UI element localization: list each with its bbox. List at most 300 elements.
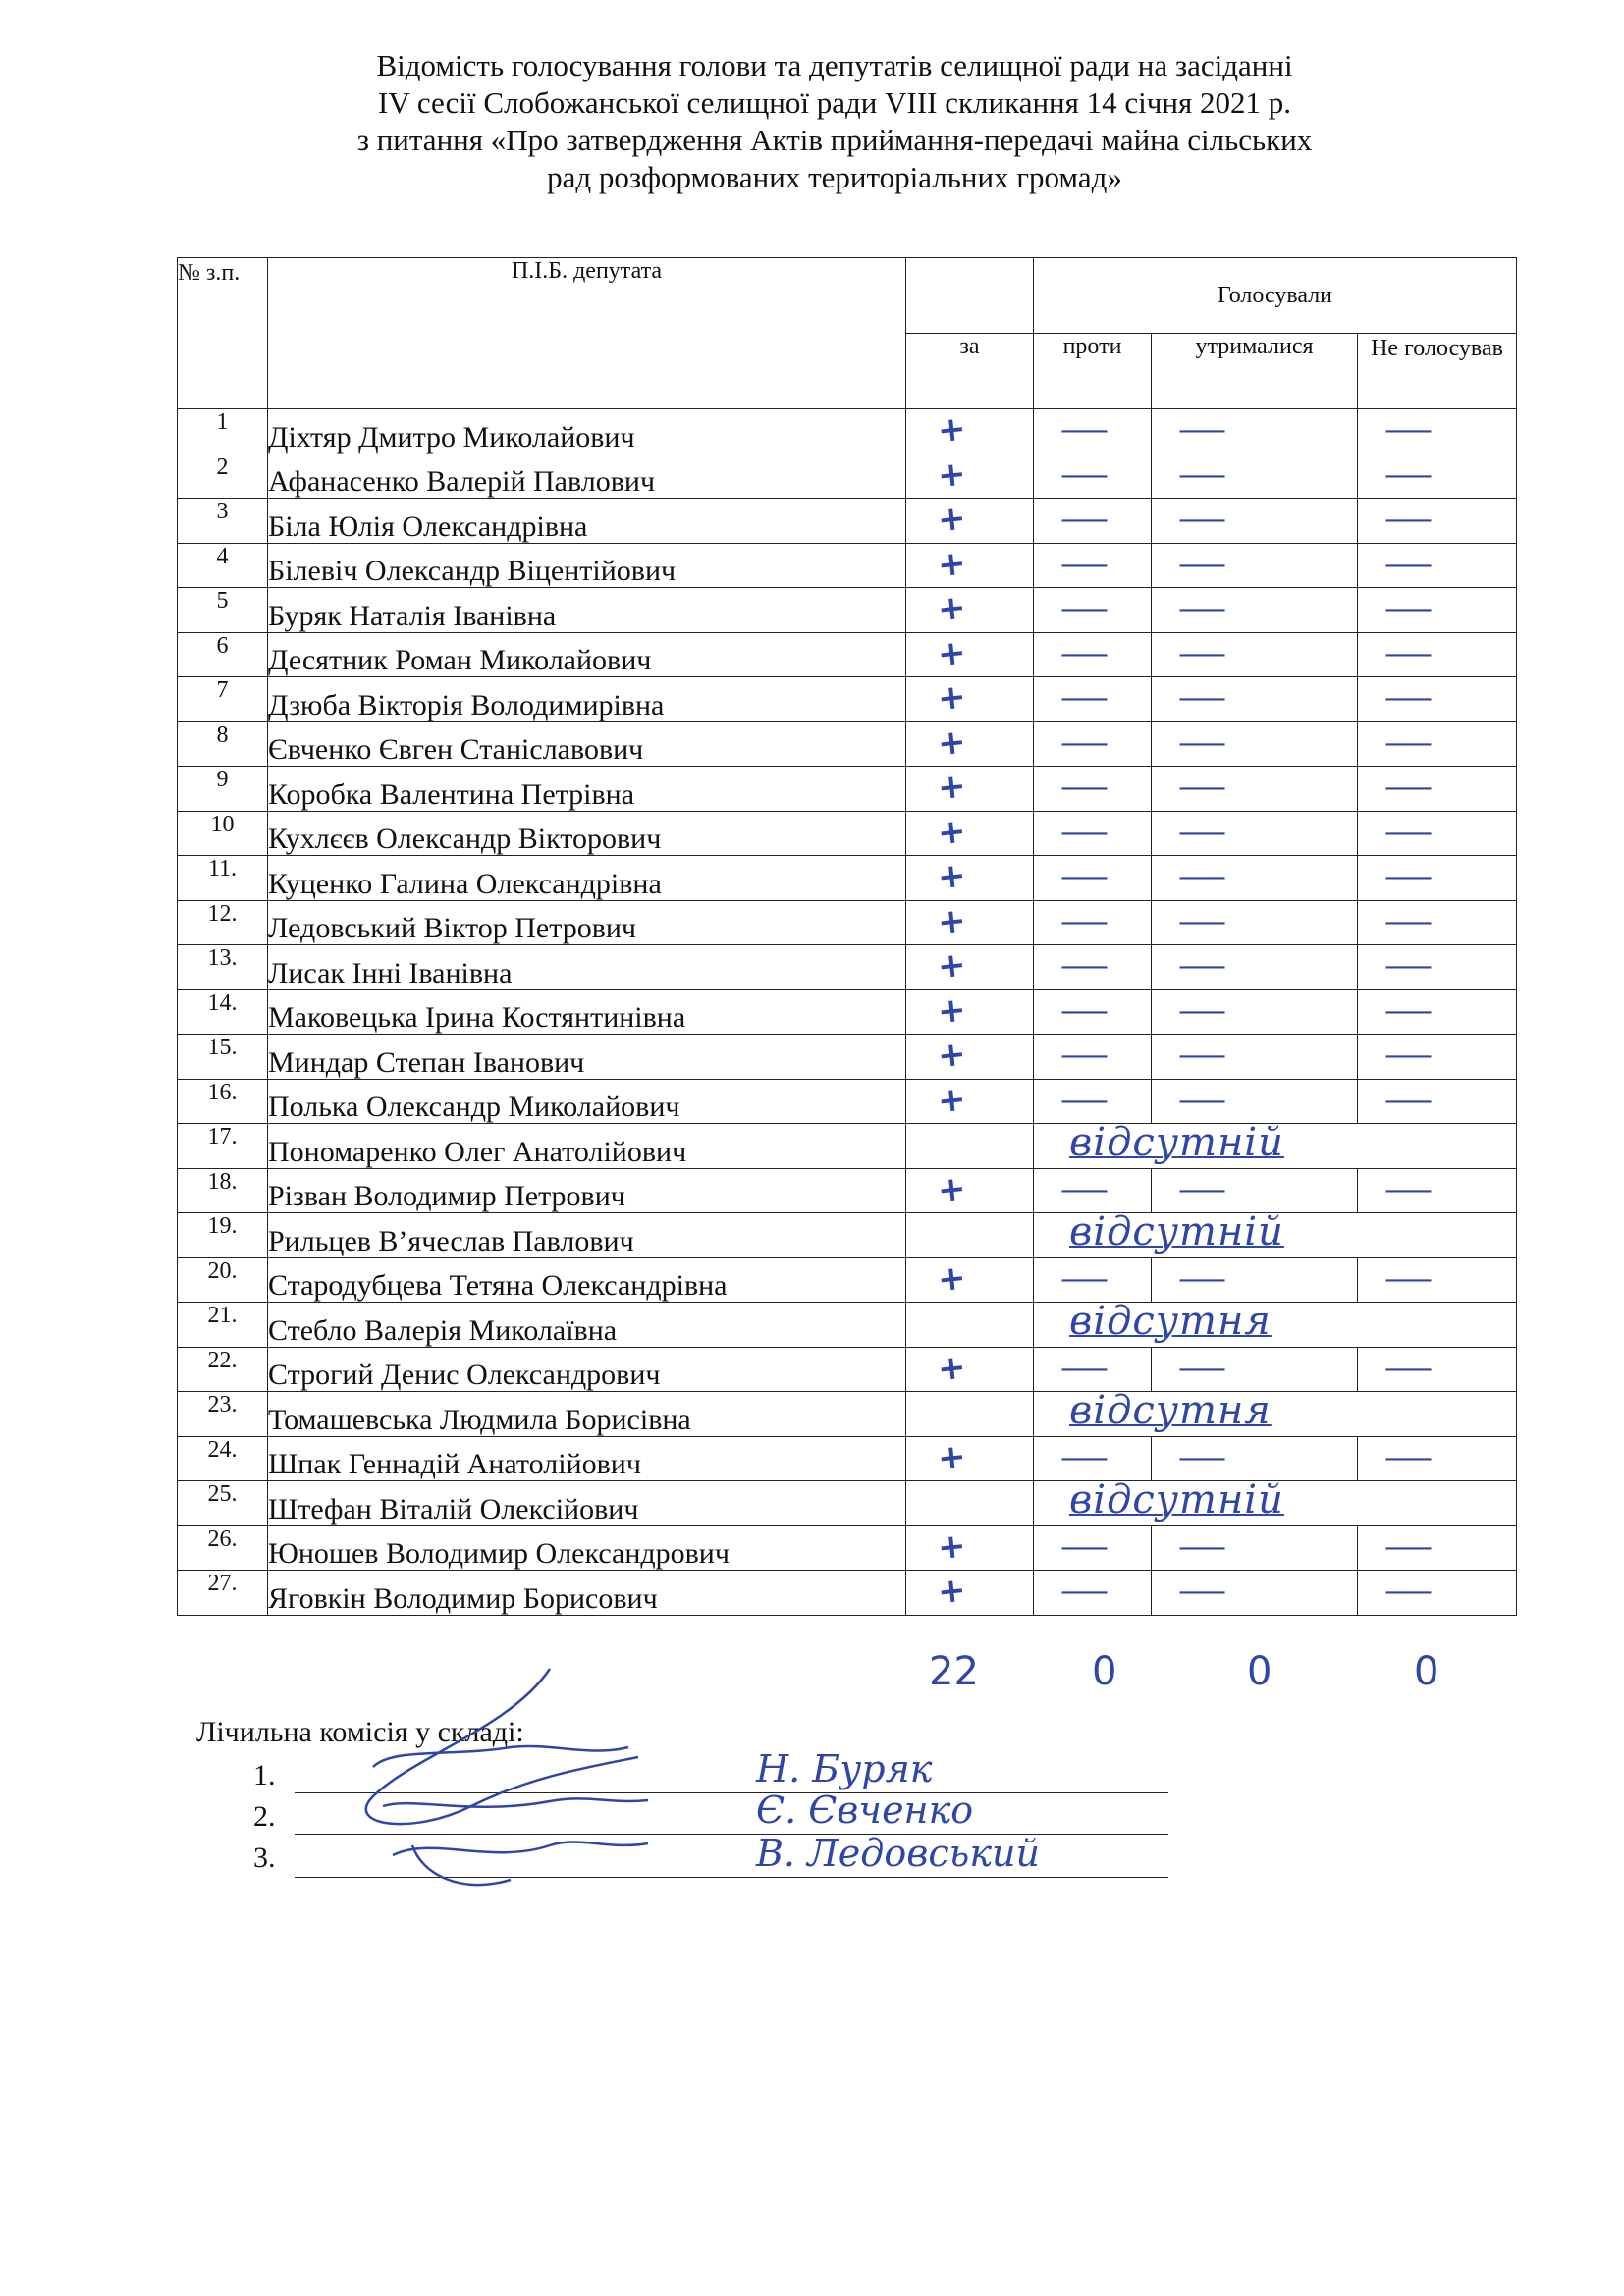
- vote-dash-mark: —: [1059, 725, 1110, 761]
- table-row: [178, 767, 1517, 812]
- vote-not-voted-cell: [1358, 543, 1517, 588]
- table-row: [178, 721, 1517, 767]
- row-number: 12.: [178, 900, 268, 945]
- vote-not-voted-cell: [1358, 1392, 1517, 1437]
- vote-not-voted-cell: [1358, 588, 1517, 633]
- deputy-name: Маковецька Ірина Костянтинівна: [268, 989, 906, 1035]
- vote-dash-mark: —: [1177, 771, 1227, 805]
- signature-line: [295, 1877, 1168, 1878]
- vote-dash-mark: —: [1177, 1172, 1227, 1207]
- vote-dash-mark: —: [1383, 993, 1434, 1029]
- vote-dash-mark: —: [1177, 1351, 1227, 1386]
- vote-abstained-cell: [1152, 1168, 1358, 1213]
- vote-dash-mark: —: [1383, 815, 1434, 850]
- vote-for-cell: [906, 1257, 1034, 1303]
- vote-abstained-cell: [1152, 767, 1358, 812]
- vote-dash-mark: —: [1059, 1261, 1110, 1297]
- total-not-voted: 0: [1414, 1649, 1439, 1694]
- deputy-name: Ледовський Віктор Петрович: [268, 900, 906, 945]
- row-number: 9: [178, 767, 268, 812]
- vote-not-voted-cell: [1358, 1303, 1517, 1348]
- row-number: 5: [178, 588, 268, 633]
- vote-not-voted-cell: [1358, 1347, 1517, 1392]
- vote-for-cell: [906, 588, 1034, 633]
- row-number: 7: [178, 677, 268, 722]
- row-number: 2: [178, 454, 268, 499]
- vote-dash-mark: —: [1059, 1529, 1110, 1565]
- deputy-name: Полька Олександр Миколайович: [268, 1079, 906, 1124]
- member-name: Н. Буряк: [756, 1747, 933, 1790]
- vote-dash-mark: —: [1383, 771, 1434, 805]
- table-row: [178, 1571, 1517, 1616]
- vote-for-mark: +: [935, 721, 968, 764]
- absent-note: відсутній: [1069, 1120, 1284, 1165]
- vote-not-voted-cell: [1358, 945, 1517, 990]
- table-row: [178, 989, 1517, 1035]
- vote-for-cell: [906, 632, 1034, 677]
- row-number: 13.: [178, 945, 268, 990]
- deputy-name: Афанасенко Валерій Павлович: [268, 454, 906, 499]
- table-row: [178, 1257, 1517, 1303]
- table-row: [178, 1436, 1517, 1481]
- absent-cell: [1034, 1209, 1358, 1258]
- header-voted: Голосували: [1034, 258, 1517, 334]
- vote-dash-mark: —: [1059, 636, 1110, 671]
- absent-cell: [1034, 1477, 1358, 1526]
- row-number: 26.: [178, 1525, 268, 1571]
- vote-dash-mark: —: [1383, 1351, 1434, 1386]
- vote-dash-mark: —: [1059, 457, 1110, 493]
- vote-abstained-cell: [1152, 1079, 1358, 1124]
- total-for: 22: [929, 1649, 979, 1694]
- vote-dash-mark: —: [1177, 457, 1227, 493]
- deputy-name: Строгий Денис Олександрович: [268, 1347, 906, 1392]
- table-row: [178, 454, 1517, 499]
- vote-dash-mark: —: [1177, 949, 1227, 984]
- row-number: 22.: [178, 1347, 268, 1392]
- vote-not-voted-cell: [1358, 811, 1517, 856]
- deputy-name: Юношев Володимир Олександрович: [268, 1525, 906, 1571]
- vote-not-voted-cell: [1358, 409, 1517, 454]
- vote-for-cell: [906, 1392, 1034, 1437]
- vote-dash-mark: —: [1177, 1261, 1227, 1297]
- vote-dash-mark: —: [1383, 636, 1434, 671]
- vote-against-cell: [1034, 499, 1152, 544]
- vote-for-mark: +: [935, 811, 968, 853]
- deputy-name: Білевіч Олександр Віцентійович: [268, 543, 906, 588]
- table-row: [178, 1347, 1517, 1392]
- vote-for-mark: +: [935, 1079, 968, 1121]
- row-number: 21.: [178, 1303, 268, 1348]
- vote-for-mark: +: [935, 900, 968, 942]
- vote-dash-mark: —: [1059, 860, 1110, 894]
- deputy-name: Штефан Віталій Олексійович: [268, 1481, 906, 1526]
- row-number: 11.: [178, 856, 268, 901]
- row-number: 10: [178, 811, 268, 856]
- vote-dash-mark: —: [1383, 592, 1434, 626]
- vote-dash-mark: —: [1177, 1440, 1227, 1475]
- vote-abstained-cell: [1152, 454, 1358, 499]
- vote-for-cell: [906, 454, 1034, 499]
- deputy-name: Буряк Наталія Іванівна: [268, 588, 906, 633]
- vote-for-mark: +: [935, 989, 968, 1032]
- deputy-name: Коробка Валентина Петрівна: [268, 767, 906, 812]
- table-row: [178, 1392, 1517, 1437]
- deputy-name: Діхтяр Дмитро Миколайович: [268, 409, 906, 454]
- row-number: 1: [178, 409, 268, 454]
- vote-for-cell: [906, 900, 1034, 945]
- vote-against-cell: [1034, 1079, 1152, 1124]
- vote-dash-mark: —: [1383, 1083, 1434, 1118]
- vote-against-cell: [1034, 1525, 1152, 1571]
- vote-for-mark: +: [935, 454, 968, 496]
- header-for: за: [906, 334, 1034, 409]
- vote-dash-mark: —: [1059, 1039, 1110, 1073]
- member-number: 3.: [253, 1842, 276, 1874]
- deputy-name: Пономаренко Олег Анатолійович: [268, 1124, 906, 1169]
- vote-not-voted-cell: [1358, 1571, 1517, 1616]
- vote-for-mark: +: [935, 1525, 968, 1568]
- vote-against-cell: [1034, 856, 1152, 901]
- vote-dash-mark: —: [1177, 1529, 1227, 1565]
- vote-for-cell: [906, 1035, 1034, 1080]
- deputy-name: Десятник Роман Миколайович: [268, 632, 906, 677]
- vote-against-cell: [1034, 1035, 1152, 1080]
- vote-not-voted-cell: [1358, 1079, 1517, 1124]
- row-number: 4: [178, 543, 268, 588]
- deputy-name: Томашевська Людмила Борисівна: [268, 1392, 906, 1437]
- table-row: [178, 1303, 1517, 1348]
- vote-for-cell: [906, 543, 1034, 588]
- vote-abstained-cell: [1152, 409, 1358, 454]
- table-row: [178, 677, 1517, 722]
- vote-for-cell: [906, 677, 1034, 722]
- header-not-voted: Не голосував: [1358, 334, 1517, 409]
- vote-dash-mark: —: [1383, 949, 1434, 984]
- title-line-4: рад розформованих територіальних громад»: [547, 160, 1122, 194]
- vote-not-voted-cell: [1358, 454, 1517, 499]
- vote-dash-mark: —: [1059, 815, 1110, 850]
- vote-for-cell: [906, 811, 1034, 856]
- vote-against-cell: [1034, 677, 1152, 722]
- vote-dash-mark: —: [1059, 503, 1110, 537]
- absent-cell: [1034, 1299, 1358, 1348]
- voting-table: [177, 257, 1517, 1616]
- vote-for-cell: [906, 1525, 1034, 1571]
- absent-note: відсутній: [1069, 1209, 1284, 1255]
- vote-dash-mark: —: [1383, 1529, 1434, 1565]
- vote-not-voted-cell: [1358, 1436, 1517, 1481]
- vote-dash-mark: —: [1383, 413, 1434, 448]
- vote-not-voted-cell: [1358, 1124, 1517, 1169]
- vote-against-cell: [1034, 721, 1152, 767]
- member-name: В. Ледовський: [756, 1832, 1040, 1875]
- vote-against-cell: [1034, 1436, 1152, 1481]
- vote-against-cell: [1034, 767, 1152, 812]
- vote-against-cell: [1034, 543, 1152, 588]
- vote-dash-mark: —: [1059, 771, 1110, 805]
- vote-not-voted-cell: [1358, 1481, 1517, 1526]
- row-number: 3: [178, 499, 268, 544]
- absent-note: відсутня: [1069, 1388, 1272, 1433]
- vote-abstained-cell: [1152, 1571, 1358, 1616]
- row-number: 15.: [178, 1035, 268, 1080]
- vote-for-mark: +: [935, 587, 968, 630]
- vote-dash-mark: —: [1177, 681, 1227, 716]
- table-row: [178, 1168, 1517, 1213]
- vote-abstained-cell: [1152, 499, 1358, 544]
- vote-against-cell: [1034, 989, 1152, 1035]
- vote-abstained-cell: [1152, 543, 1358, 588]
- vote-abstained-cell: [1152, 945, 1358, 990]
- vote-for-mark: +: [935, 1347, 968, 1389]
- vote-dash-mark: —: [1059, 1083, 1110, 1118]
- absent-cell: [1034, 1120, 1358, 1169]
- vote-dash-mark: —: [1177, 1039, 1227, 1073]
- vote-abstained-cell: [1152, 1035, 1358, 1080]
- vote-for-cell: [906, 1079, 1034, 1124]
- vote-dash-mark: —: [1177, 904, 1227, 939]
- vote-for-cell: [906, 1124, 1034, 1169]
- header-blank: [906, 258, 1034, 334]
- vote-abstained-cell: [1152, 588, 1358, 633]
- vote-against-cell: [1034, 1347, 1152, 1392]
- vote-for-mark: +: [935, 543, 968, 585]
- vote-abstained-cell: [1152, 677, 1358, 722]
- vote-dash-mark: —: [1059, 1172, 1110, 1207]
- header-number: № з.п.: [178, 258, 268, 409]
- table-row: [178, 945, 1517, 990]
- deputy-name: Рильцев В’ячеслав Павлович: [268, 1213, 906, 1258]
- vote-dash-mark: —: [1383, 503, 1434, 537]
- vote-dash-mark: —: [1177, 636, 1227, 671]
- vote-against-cell: [1034, 454, 1152, 499]
- vote-for-mark: +: [935, 498, 968, 541]
- member-name: Є. Євченко: [756, 1789, 974, 1832]
- vote-for-cell: [906, 1481, 1034, 1526]
- signature-line: [295, 1792, 1168, 1793]
- vote-dash-mark: —: [1059, 547, 1110, 582]
- vote-dash-mark: —: [1383, 725, 1434, 761]
- vote-dash-mark: —: [1177, 993, 1227, 1029]
- vote-dash-mark: —: [1177, 1083, 1227, 1118]
- title-line-2: IV сесії Слобожанської селищної ради VIII скликання 14 січня 2021 р.: [378, 85, 1291, 120]
- vote-not-voted-cell: [1358, 856, 1517, 901]
- vote-against-cell: [1034, 1571, 1152, 1616]
- header-name: П.І.Б. депутата: [268, 258, 906, 409]
- vote-dash-mark: —: [1383, 1172, 1434, 1207]
- title-line-1: Відомість голосування голови та депутатів селищної ради на засіданні: [376, 48, 1293, 82]
- table-row: [178, 1079, 1517, 1124]
- total-abstained: 0: [1247, 1649, 1272, 1694]
- vote-dash-mark: —: [1177, 725, 1227, 761]
- table-row: [178, 1213, 1517, 1258]
- vote-against-cell: [1034, 409, 1152, 454]
- vote-dash-mark: —: [1177, 592, 1227, 626]
- vote-abstained-cell: [1152, 856, 1358, 901]
- row-number: 27.: [178, 1571, 268, 1616]
- vote-against-cell: [1034, 588, 1152, 633]
- vote-against-cell: [1034, 900, 1152, 945]
- vote-dash-mark: —: [1059, 993, 1110, 1029]
- vote-dash-mark: —: [1383, 1039, 1434, 1073]
- vote-for-cell: [906, 856, 1034, 901]
- vote-for-mark: +: [935, 1257, 968, 1300]
- vote-not-voted-cell: [1358, 677, 1517, 722]
- deputy-name: Стародубцева Тетяна Олександрівна: [268, 1257, 906, 1303]
- vote-not-voted-cell: [1358, 1168, 1517, 1213]
- deputy-name: Євченко Євген Станіславович: [268, 721, 906, 767]
- deputy-name: Лисак Інні Іванівна: [268, 945, 906, 990]
- member-number: 2.: [253, 1800, 276, 1833]
- table-row: [178, 900, 1517, 945]
- row-number: 17.: [178, 1124, 268, 1169]
- vote-dash-mark: —: [1383, 860, 1434, 894]
- vote-not-voted-cell: [1358, 632, 1517, 677]
- vote-abstained-cell: [1152, 1436, 1358, 1481]
- row-number: 16.: [178, 1079, 268, 1124]
- commission-label: Лічильна комісія у складі:: [196, 1716, 524, 1748]
- deputy-name: Дзюба Вікторія Володимирівна: [268, 677, 906, 722]
- vote-dash-mark: —: [1383, 547, 1434, 582]
- vote-abstained-cell: [1152, 1347, 1358, 1392]
- vote-for-cell: [906, 945, 1034, 990]
- deputy-name: Кухлєєв Олександр Вікторович: [268, 811, 906, 856]
- row-number: 24.: [178, 1436, 268, 1481]
- vote-not-voted-cell: [1358, 1035, 1517, 1080]
- vote-not-voted-cell: [1358, 721, 1517, 767]
- deputy-name: Різван Володимир Петрович: [268, 1168, 906, 1213]
- vote-abstained-cell: [1152, 1525, 1358, 1571]
- vote-not-voted-cell: [1358, 1525, 1517, 1571]
- deputy-name: Біла Юлія Олександрівна: [268, 499, 906, 544]
- vote-for-cell: [906, 499, 1034, 544]
- total-against: 0: [1092, 1649, 1117, 1694]
- vote-dash-mark: —: [1177, 547, 1227, 582]
- absent-note: відсутня: [1069, 1299, 1272, 1344]
- vote-for-cell: [906, 1213, 1034, 1258]
- vote-not-voted-cell: [1358, 499, 1517, 544]
- voting-table-body: [178, 409, 1517, 1616]
- vote-against-cell: [1034, 1168, 1152, 1213]
- row-number: 8: [178, 721, 268, 767]
- absent-note: відсутній: [1069, 1477, 1284, 1522]
- vote-for-cell: [906, 1347, 1034, 1392]
- row-number: 14.: [178, 989, 268, 1035]
- vote-dash-mark: —: [1383, 681, 1434, 716]
- vote-abstained-cell: [1152, 900, 1358, 945]
- vote-against-cell: [1034, 945, 1152, 990]
- vote-dash-mark: —: [1383, 904, 1434, 939]
- vote-for-mark: +: [935, 1436, 968, 1478]
- vote-dash-mark: —: [1059, 681, 1110, 716]
- table-row: [178, 1124, 1517, 1169]
- vote-not-voted-cell: [1358, 1257, 1517, 1303]
- vote-not-voted-cell: [1358, 900, 1517, 945]
- absent-cell: [1034, 1388, 1358, 1437]
- vote-for-mark: +: [935, 944, 968, 988]
- vote-for-cell: [906, 1303, 1034, 1348]
- table-row: [178, 409, 1517, 454]
- table-row: [178, 1525, 1517, 1571]
- vote-dash-mark: —: [1059, 413, 1110, 448]
- vote-dash-mark: —: [1383, 1440, 1434, 1475]
- title-line-3: з питання «Про затвердження Актів приймання-передачі майна сільських: [356, 123, 1313, 157]
- deputy-name: Яговкін Володимир Борисович: [268, 1571, 906, 1616]
- vote-dash-mark: —: [1383, 457, 1434, 493]
- vote-not-voted-cell: [1358, 1213, 1517, 1258]
- vote-dash-mark: —: [1177, 860, 1227, 894]
- vote-for-cell: [906, 1168, 1034, 1213]
- deputy-name: Шпак Геннадій Анатолійович: [268, 1436, 906, 1481]
- header-against: проти: [1034, 334, 1152, 409]
- row-number: 23.: [178, 1392, 268, 1437]
- member-number: 1.: [253, 1759, 276, 1791]
- vote-dash-mark: —: [1383, 1261, 1434, 1297]
- vote-dash-mark: —: [1059, 1440, 1110, 1475]
- vote-against-cell: [1034, 632, 1152, 677]
- vote-for-cell: [906, 1436, 1034, 1481]
- row-number: 19.: [178, 1213, 268, 1258]
- vote-not-voted-cell: [1358, 767, 1517, 812]
- vote-for-cell: [906, 1571, 1034, 1616]
- vote-for-mark: +: [935, 1570, 968, 1613]
- table-row: [178, 588, 1517, 633]
- vote-dash-mark: —: [1059, 592, 1110, 626]
- table-row: [178, 1481, 1517, 1526]
- vote-dash-mark: —: [1177, 503, 1227, 537]
- vote-dash-mark: —: [1059, 904, 1110, 939]
- vote-for-cell: [906, 409, 1034, 454]
- vote-dash-mark: —: [1177, 815, 1227, 850]
- vote-abstained-cell: [1152, 989, 1358, 1035]
- vote-for-mark: +: [935, 855, 968, 898]
- deputy-name: Миндар Степан Іванович: [268, 1035, 906, 1080]
- header-abstained: утрималися: [1152, 334, 1358, 409]
- vote-abstained-cell: [1152, 632, 1358, 677]
- vote-against-cell: [1034, 811, 1152, 856]
- vote-abstained-cell: [1152, 1257, 1358, 1303]
- vote-dash-mark: —: [1059, 1351, 1110, 1386]
- vote-for-mark: +: [935, 676, 968, 720]
- vote-dash-mark: —: [1383, 1575, 1434, 1609]
- vote-abstained-cell: [1152, 721, 1358, 767]
- deputy-name: Стебло Валерія Миколаївна: [268, 1303, 906, 1348]
- row-number: 20.: [178, 1257, 268, 1303]
- vote-dash-mark: —: [1177, 413, 1227, 448]
- table-row: [178, 811, 1517, 856]
- vote-for-mark: +: [935, 1034, 968, 1077]
- vote-abstained-cell: [1152, 811, 1358, 856]
- vote-for-mark: +: [935, 408, 968, 452]
- table-row: [178, 632, 1517, 677]
- vote-for-cell: [906, 721, 1034, 767]
- table-row: [178, 499, 1517, 544]
- deputy-name: Куценко Галина Олександрівна: [268, 856, 906, 901]
- row-number: 25.: [178, 1481, 268, 1526]
- vote-against-cell: [1034, 1257, 1152, 1303]
- table-row: [178, 543, 1517, 588]
- vote-dash-mark: —: [1059, 949, 1110, 984]
- document-title: [196, 47, 1473, 196]
- vote-dash-mark: —: [1059, 1575, 1110, 1609]
- row-number: 6: [178, 632, 268, 677]
- vote-for-mark: +: [935, 1168, 968, 1210]
- table-row: [178, 1035, 1517, 1080]
- vote-not-voted-cell: [1358, 989, 1517, 1035]
- vote-for-mark: +: [935, 766, 968, 809]
- vote-for-mark: +: [935, 632, 968, 674]
